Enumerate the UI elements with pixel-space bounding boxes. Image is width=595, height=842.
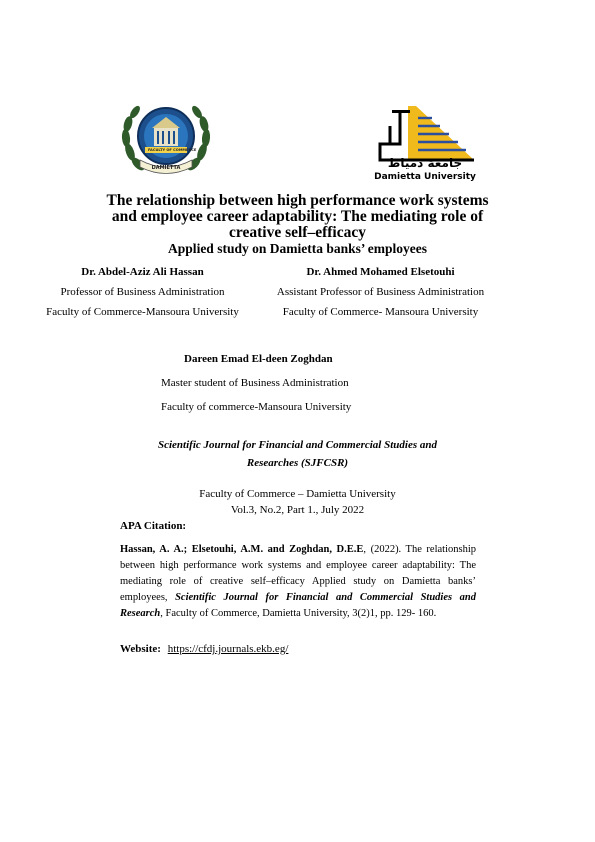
author-position: Master student of Business Administration: [161, 377, 349, 389]
citation-heading: APA Citation:: [120, 520, 187, 532]
emblem-text: FACULTY OF COMMERCE: [148, 148, 197, 152]
author-affiliation: Faculty of Commerce- Mansoura University: [282, 306, 479, 318]
citation-text: [120, 542, 476, 622]
citation-tail: , Faculty of Commerce, Damietta University, 3(2)1, pp. 129- 160.: [160, 608, 437, 619]
author-position: Assistant Professor of Business Administration: [276, 286, 485, 298]
journal-name: [100, 437, 495, 471]
author-name: Dr. Ahmed Mohamed Elsetouhi: [306, 266, 455, 278]
website-label: Website:: [120, 643, 161, 655]
journal-publisher: Faculty of Commerce – Damietta University: [199, 488, 396, 500]
title-line-3: creative self–efficacy: [229, 224, 366, 241]
title-line-2: and employee career adaptability: The mediating role of: [111, 208, 484, 225]
author-block-2: [258, 266, 503, 318]
faculty-logo: [118, 100, 214, 180]
author-affiliation: Faculty of commerce-Mansoura University: [161, 401, 352, 413]
author-name: Dr. Abdel-Aziz Ali Hassan: [81, 266, 204, 278]
paper-title: [60, 193, 535, 241]
ribbon-text: DAMIETTA: [151, 165, 181, 171]
paper-subtitle: Applied study on Damietta banks’ employees: [168, 241, 427, 256]
author-name: Dareen Emad El-deen Zoghdan: [184, 353, 333, 365]
journal-line-1: Scientific Journal for Financial and Commercial Studies and: [157, 439, 437, 451]
citation-body: , (2022). The relationship between high performance work systems and employee career adaptability: The mediating role of creative self–efficacy Applied study on Damietta banks’ employees,: [120, 544, 476, 603]
university-arabic-name: جامعة دمياط: [387, 156, 463, 170]
author-block-3: [161, 353, 421, 413]
author-block-1: [20, 266, 265, 318]
website-line: [120, 643, 288, 655]
journal-line-2: Researches (SJFCSR): [246, 457, 349, 469]
title-line-1: The relationship between high performance work systems: [106, 192, 489, 209]
university-english-name: Damietta University: [374, 172, 476, 182]
author-position: Professor of Business Administration: [60, 286, 225, 298]
author-affiliation: Faculty of Commerce-Mansoura University: [46, 306, 239, 318]
citation-journal: Scientific Journal for Financial and Commercial Studies and Research: [120, 592, 476, 619]
journal-issue: Vol.3, No.2, Part 1., July 2022: [230, 504, 365, 516]
university-logo: [370, 104, 480, 188]
citation-authors: Hassan, A. A.; Elsetouhi, A.M. and Zoghdan, D.E.E: [120, 544, 364, 555]
website-link[interactable]: https://cfdj.journals.ekb.eg/: [167, 643, 289, 655]
